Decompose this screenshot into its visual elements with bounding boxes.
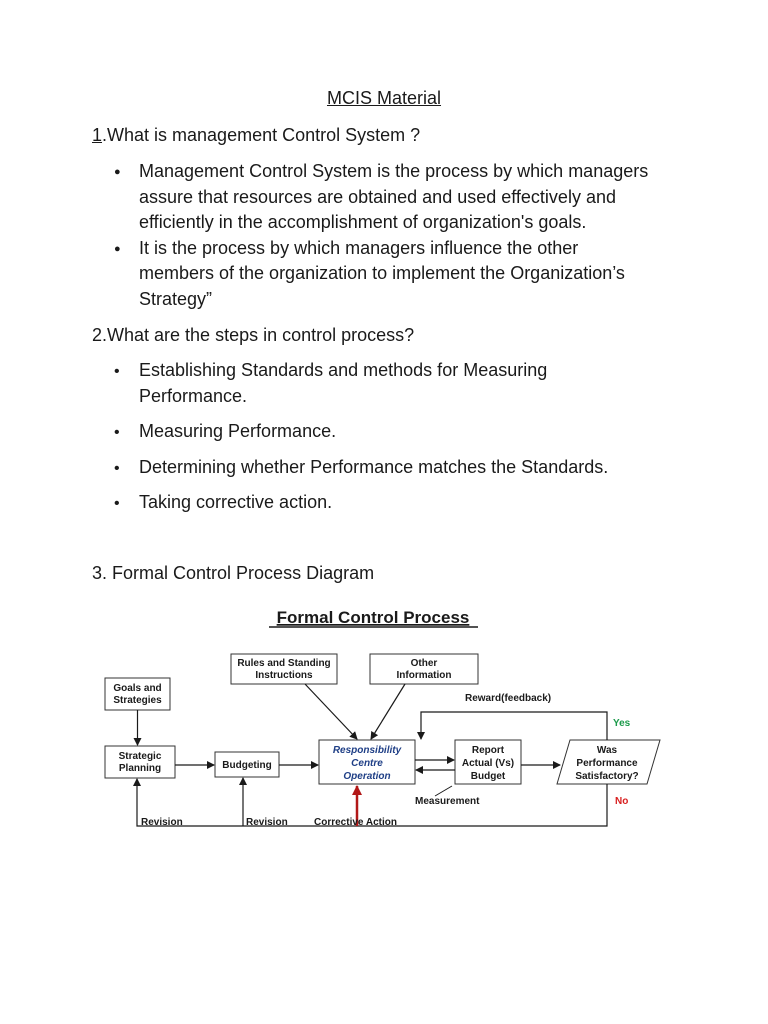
question-2: 2.What are the steps in control process? xyxy=(92,325,415,345)
other-information-box xyxy=(370,654,478,684)
svg-text:Report: Report xyxy=(471,745,505,756)
arrow-other-to-responsibility xyxy=(371,684,405,739)
revision-label-1: Revision xyxy=(141,817,183,828)
list-item: ● Management Control System is the process by which managers assure that resources are obtained and used effectively and efficiently in the accomplishment of organization's goals. xyxy=(114,159,674,236)
bullet-icon xyxy=(114,159,121,188)
question-1-number: 1 xyxy=(92,125,103,145)
bullet-icon xyxy=(114,358,120,385)
list-item: • Measuring Performance. xyxy=(114,419,674,445)
svg-text:Instructions: Instructions xyxy=(255,670,313,681)
strategic-planning-box xyxy=(105,746,175,778)
svg-text:Satisfactory?: Satisfactory? xyxy=(575,771,639,782)
svg-text:Budget: Budget xyxy=(470,771,506,782)
svg-text:Rules and Standing: Rules and Standing xyxy=(237,658,331,669)
question-1-bullets xyxy=(114,159,674,312)
rules-instructions-box xyxy=(231,654,337,684)
question-2-bullets xyxy=(114,358,674,526)
svg-text:Budgeting: Budgeting xyxy=(222,760,272,771)
svg-text:Actual (Vs): Actual (Vs) xyxy=(461,758,515,769)
bullet-icon xyxy=(114,419,120,446)
reward-feedback-label: Reward(feedback) xyxy=(465,693,552,704)
budgeting-box xyxy=(215,752,279,777)
measurement-pointer xyxy=(435,786,452,796)
svg-text:Strategic: Strategic xyxy=(118,751,162,762)
yes-label: Yes xyxy=(613,718,631,729)
svg-text:Responsibility: Responsibility xyxy=(332,745,402,756)
page-title: MCIS Material xyxy=(326,88,442,108)
revision-label-2: Revision xyxy=(246,817,288,828)
svg-text:Other: Other xyxy=(410,658,438,669)
no-label: No xyxy=(615,796,629,807)
report-box xyxy=(455,740,521,784)
svg-text:Performance: Performance xyxy=(576,758,638,769)
bullet-icon xyxy=(114,490,120,517)
question-1 xyxy=(92,125,420,146)
svg-text:Was: Was xyxy=(596,745,618,756)
question-3: 3. Formal Control Process Diagram xyxy=(92,563,375,583)
list-item: ● It is the process by which managers influence the other members of the organization to implement the Organization’s Strategy” xyxy=(114,236,674,313)
svg-text:Operation: Operation xyxy=(343,771,391,782)
formal-control-process-diagram xyxy=(95,600,675,840)
arrow-reward-feedback xyxy=(421,712,607,740)
svg-text:Planning: Planning xyxy=(118,763,162,774)
bullet-icon xyxy=(114,455,120,482)
svg-text:Centre: Centre xyxy=(351,758,383,769)
list-item: • Determining whether Performance matches the Standards. xyxy=(114,455,674,481)
satisfactory-decision-box xyxy=(557,740,660,784)
corrective-action-label: Corrective Action xyxy=(314,817,397,828)
list-item: • Taking corrective action. xyxy=(114,490,674,516)
measurement-label: Measurement xyxy=(415,796,480,807)
responsibility-centre-box xyxy=(319,740,415,784)
question-1-text: .What is management Control System ? xyxy=(102,125,421,145)
list-item: • Establishing Standards and methods for Measuring Performance. xyxy=(114,358,674,409)
arrow-rules-to-responsibility xyxy=(305,684,357,739)
svg-text:Information: Information xyxy=(396,670,452,681)
svg-text:Goals and: Goals and xyxy=(113,683,162,694)
goals-strategies-box xyxy=(105,678,170,710)
svg-text:Strategies: Strategies xyxy=(113,695,162,706)
diagram-title: Formal Control Process xyxy=(276,608,470,627)
bullet-icon xyxy=(114,236,121,265)
